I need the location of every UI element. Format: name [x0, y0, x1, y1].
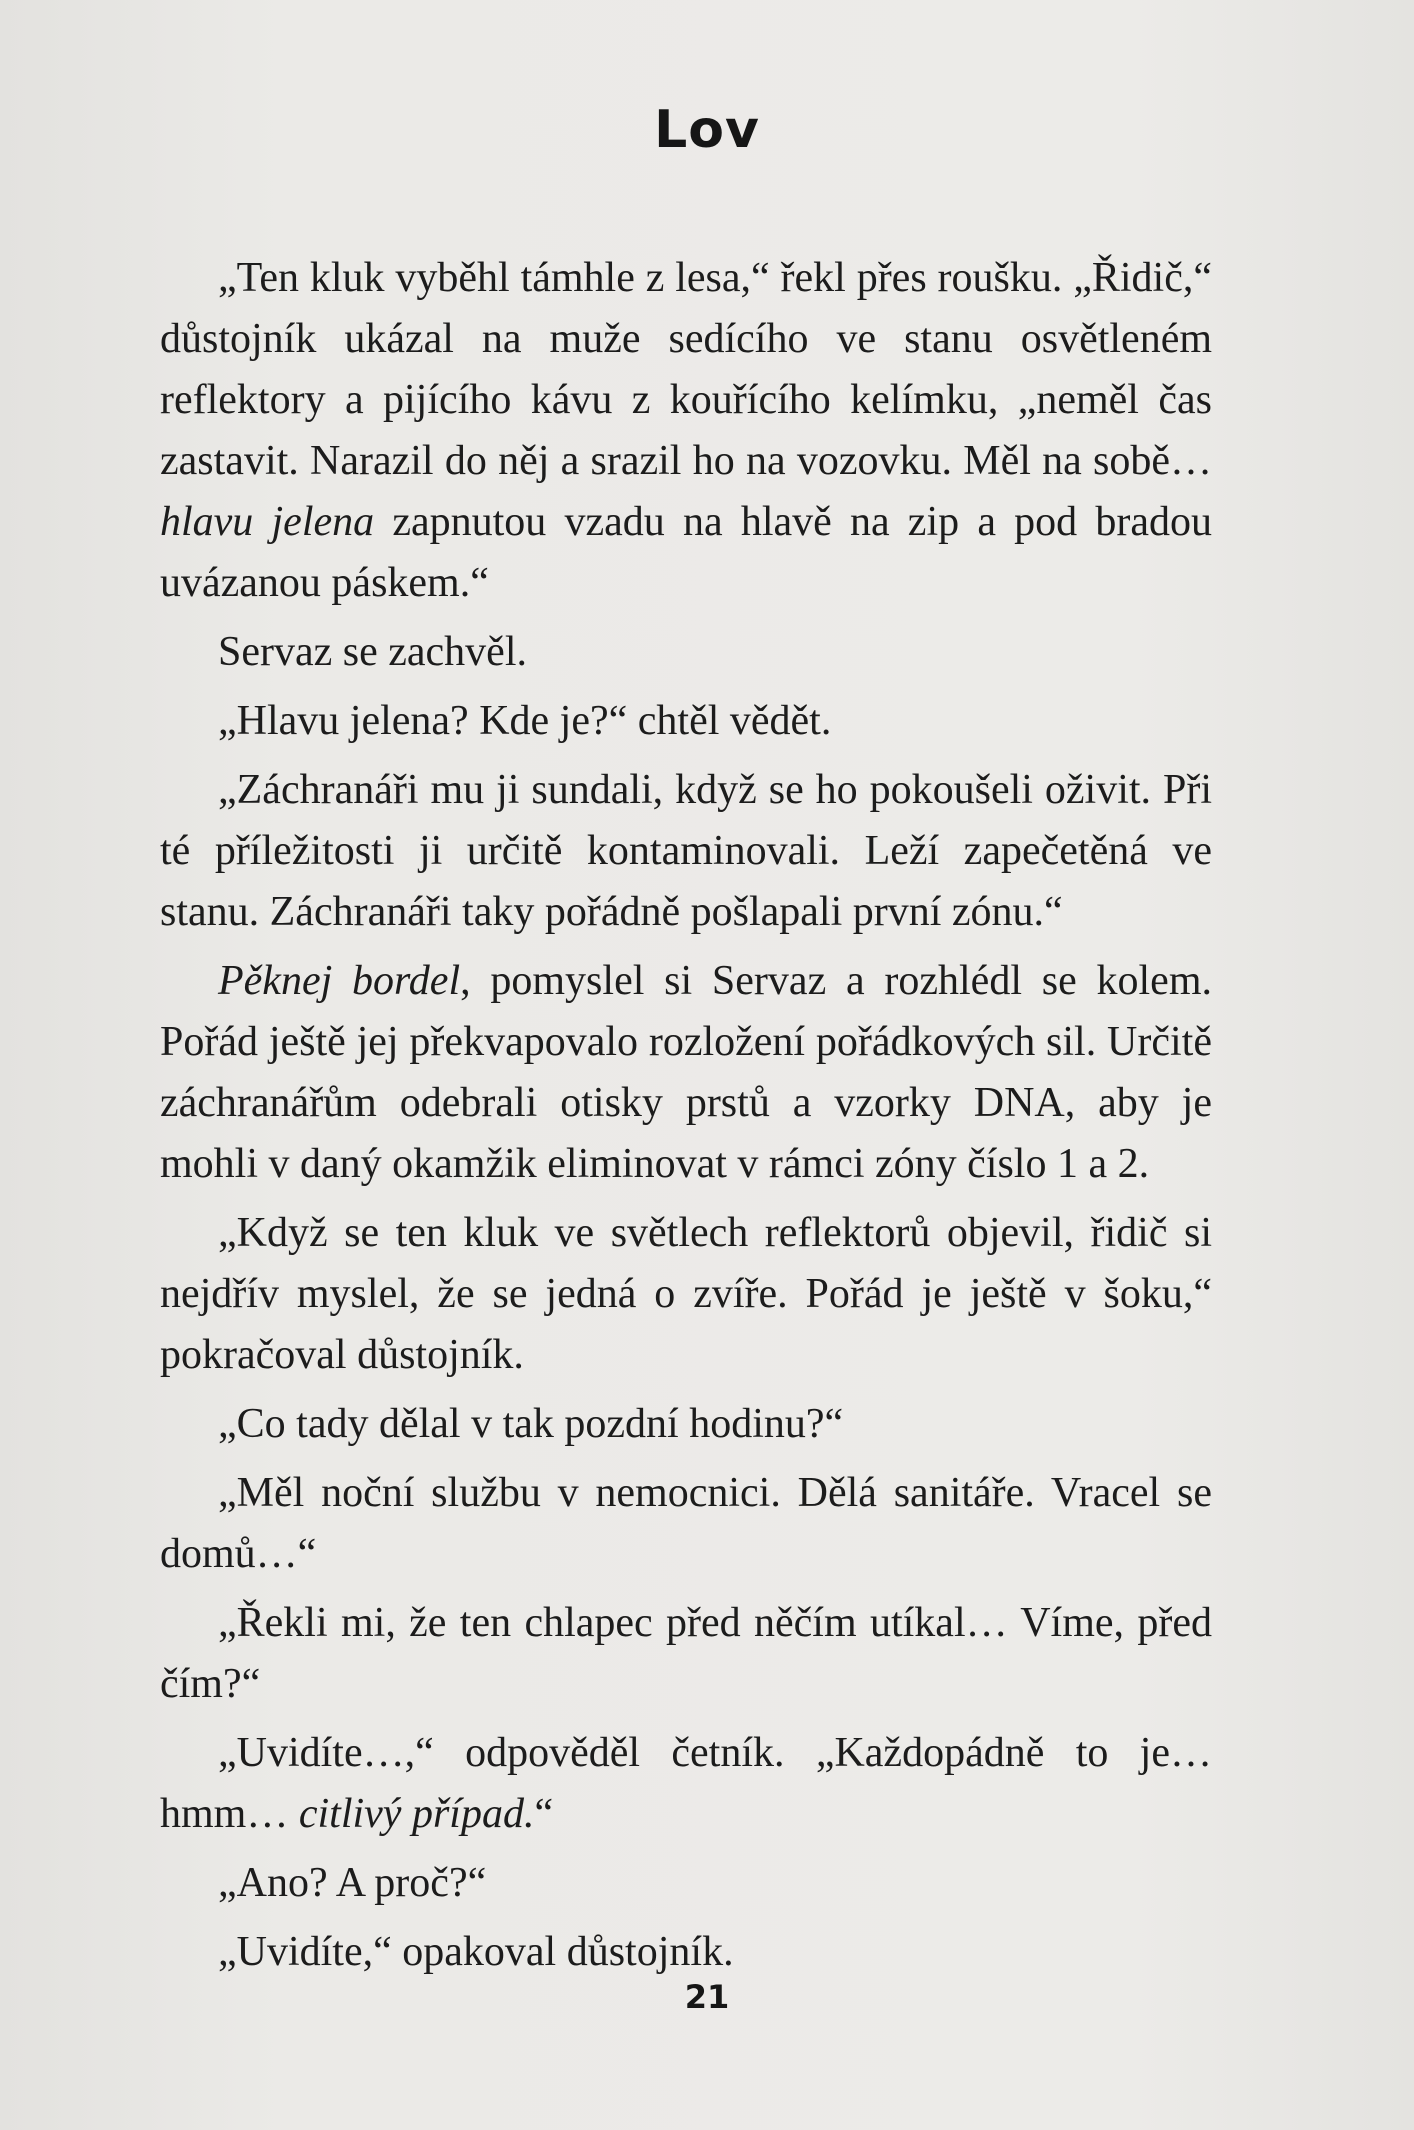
text-run: „Záchranáři mu ji sundali, když se ho pokoušeli oživit. Při té příležitosti ji určitě kontaminovali. Leží zapečetěná ve stanu. Záchranáři taky pořádně pošlapali první zónu.“	[160, 767, 1212, 935]
text-run: „Hlavu jelena? Kde je?“ chtěl vědět.	[218, 698, 832, 744]
paragraph	[160, 1853, 1212, 1914]
paragraph	[160, 1394, 1212, 1455]
paragraph	[160, 951, 1212, 1195]
text-run: „Ten kluk vyběhl támhle z lesa,“ řekl přes roušku. „Řidič,“ důstojník ukázal na muže sedícího ve stanu osvětleném reflektory a pijícího kávu z kouřícího kelímku, „neměl čas zastavit. Narazil do něj a srazil ho na vozovku. Měl na sobě…	[160, 255, 1212, 484]
paragraph	[160, 760, 1212, 943]
paragraph	[160, 691, 1212, 752]
chapter-title: Lov	[654, 100, 760, 160]
text-run: “	[534, 1791, 554, 1837]
paragraph	[160, 622, 1212, 683]
paragraph	[160, 1922, 1212, 1983]
page-number: 21	[684, 1978, 730, 2016]
text-run: „Co tady dělal v tak pozdní hodinu?“	[218, 1401, 844, 1447]
italic-text: hlavu jelena	[160, 499, 375, 545]
text-run: „Ano? A proč?“	[218, 1860, 487, 1906]
text-run: „Měl noční službu v nemocnici. Dělá sanitáře. Vracel se domů…“	[160, 1470, 1212, 1577]
text-run: „Řekli mi, že ten chlapec před něčím utíkal… Víme, před čím?“	[160, 1600, 1212, 1707]
text-run: Servaz se zachvěl.	[218, 629, 527, 675]
text-run: „Uvidíte,“ opakoval důstojník.	[218, 1929, 734, 1975]
text-run: „Když se ten kluk ve světlech reflektorů objevil, řidič si nejdřív myslel, že se jedná o zvíře. Pořád je ještě v šoku,“ pokračoval důstojník.	[160, 1210, 1212, 1378]
paragraph	[160, 248, 1212, 614]
body-text	[160, 248, 1212, 1991]
paragraph	[160, 1723, 1212, 1845]
italic-text: citlivý případ.	[298, 1791, 535, 1837]
paragraph	[160, 1203, 1212, 1386]
text-run: „Uvidíte…,“ odpověděl četník. „Každopádně to je… hmm…	[160, 1730, 1212, 1837]
paragraph	[160, 1463, 1212, 1585]
paragraph	[160, 1593, 1212, 1715]
text-run: , pomyslel si Servaz a rozhlédl se kolem. Pořád ještě jej překvapovalo rozložení pořádkových sil. Určitě záchranářům odebrali otisky prstů a vzorky DNA, aby je mohli v daný okamžik eliminovat v rámci zóny číslo 1 a 2.	[160, 958, 1212, 1187]
text-run: zapnutou vzadu na hlavě na zip a pod bradou uvázanou páskem.“	[160, 499, 1212, 606]
italic-text: Pěknej bordel	[218, 958, 461, 1004]
